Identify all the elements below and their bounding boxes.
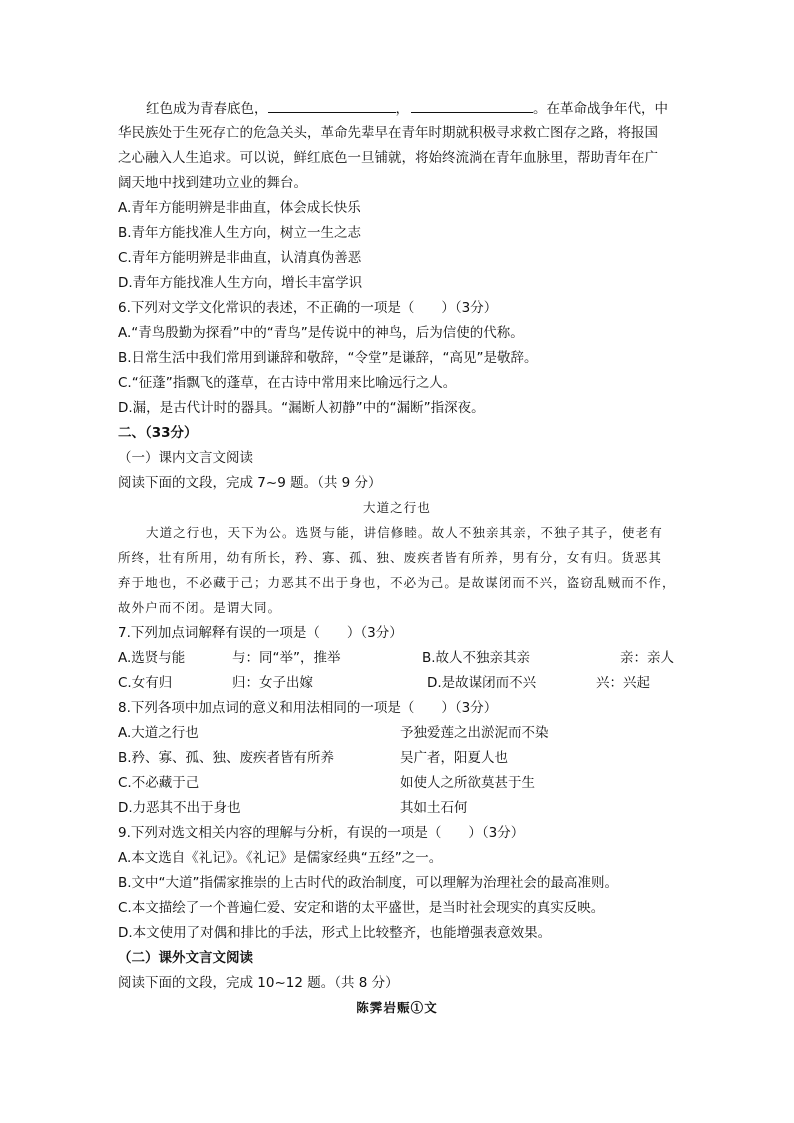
classical-passage-line: 所终，壮有所用，幼有所长，矜、寡、孤、独、废疾者皆有所养，男有分，女有归。货恶其 [118,550,663,565]
q9-option-b: B.文中“大道”指儒家推崇的上古时代的政治制度，可以理解为治理社会的最高准则。 [118,875,619,891]
q7-stem: 7.下列加点词解释有误的一项是（ ）（3分） [118,625,403,641]
subsection-heading: （一）课内文言文阅读 [118,450,253,466]
section-heading: 二、（33分） [118,425,198,441]
q6-option-c: C.“征蓬”指飘飞的蓬草，在古诗中常用来比喻远行之人。 [118,375,457,391]
classical-passage-line: 大道之行也，天下为公。选贤与能，讲信修睦。故人不独亲其亲，不独子其子，使老有 [146,525,663,540]
q7-option-a-definition: 与：同“举”，推举 [232,650,341,666]
q8-right: 如使人之所欲莫甚于生 [400,775,535,791]
q5-option-c: C.青年方能明辨是非曲直，认清真伪善恶 [118,250,362,266]
q6-option-a: A.“青鸟殷勤为探看”中的“青鸟”是传说中的神鸟，后为信使的代称。 [118,325,524,341]
q8-left: C.不必藏于己 [118,775,200,791]
passage-line: 阔天地中找到建功立业的舞台。 [118,175,307,191]
passage-title: 大道之行也 [362,500,431,515]
q9-option-a: A.本文选自《礼记》。《礼记》是儒家经典“五经”之一。 [118,850,443,866]
q8-stem: 8.下列各项中加点词的意义和用法相同的一项是（ ）（3分） [118,700,498,716]
answer-blank[interactable] [411,98,533,113]
answer-blank[interactable] [268,98,396,113]
q8-left: B.矜、寡、孤、独、废疾者皆有所养 [118,750,335,766]
passage-text: 红色成为青春底色， [146,101,268,117]
q9-option-c: C.本文描绘了一个普遍仁爱、安定和谐的太平盛世，是当时社会现实的真实反映。 [118,900,605,916]
reading-instruction: 阅读下面的文段，完成 7~9 题。（共 9 分） [118,475,382,491]
q5-option-d: D.青年方能找准人生方向，增长丰富学识 [118,275,363,291]
passage-text: 。在革命战争年代，中 [533,101,668,117]
subsection-heading: （二）课外文言文阅读 [118,950,253,966]
classical-passage-line: 故外户而不闭。是谓大同。 [118,600,282,615]
q8-right: 予独爱莲之出淤泥而不染 [400,725,549,741]
q6-stem: 6.下列对文学文化常识的表述，不正确的一项是（ ）（3分） [118,300,498,316]
q7-option-d: D.是故谋闭而不兴 [427,675,537,691]
q8-left: D.力恶其不出于身也 [118,800,241,816]
q7-option-c-definition: 归：女子出嫁 [232,675,313,691]
q8-right: 其如土石何 [400,800,468,816]
q6-option-d: D.漏，是古代计时的器具。“漏断人初静”中的“漏断”指深夜。 [118,400,485,416]
q7-option-a: A.选贤与能 [118,650,186,666]
passage-line [146,98,668,119]
reading-instruction: 阅读下面的文段，完成 10~12 题。（共 8 分） [118,975,399,991]
passage-text: ， [395,101,409,117]
q6-option-b: B.日常生活中我们常用到谦辞和敬辞，“令堂”是谦辞，“高见”是敬辞。 [118,350,538,366]
passage-title: 陈霁岩赈①文 [356,1000,438,1015]
q8-left: A.大道之行也 [118,725,199,741]
q8-right: 吴广者，阳夏人也 [400,750,508,766]
passage-line: 之心融入人生追求。可以说，鲜红底色一旦铺就，将始终流淌在青年血脉里，帮助青年在广 [118,150,658,166]
q9-option-d: D.本文使用了对偶和排比的手法，形式上比较整齐，也能增强表意效果。 [118,925,552,941]
classical-passage-line: 弃于地也，不必藏于己；力恶其不出于身也，不必为己。是故谋闭而不兴，盗窃乱贼而不作， [118,575,676,590]
q7-option-c: C.女有归 [118,675,173,691]
q9-stem: 9.下列对选文相关内容的理解与分析，有误的一项是（ ）（3分） [118,825,525,841]
q7-option-b: B.故人不独亲其亲 [422,650,531,666]
q7-option-b-definition: 亲：亲人 [620,650,674,666]
q5-option-b: B.青年方能找准人生方向，树立一生之志 [118,225,362,241]
q5-option-a: A.青年方能明辨是非曲直，体会成长快乐 [118,200,361,216]
passage-line: 华民族处于生死存亡的危急关头，革命先辈早在青年时期就积极寻求救亡图存之路，将报国 [118,125,658,141]
q7-option-d-definition: 兴：兴起 [596,675,650,691]
